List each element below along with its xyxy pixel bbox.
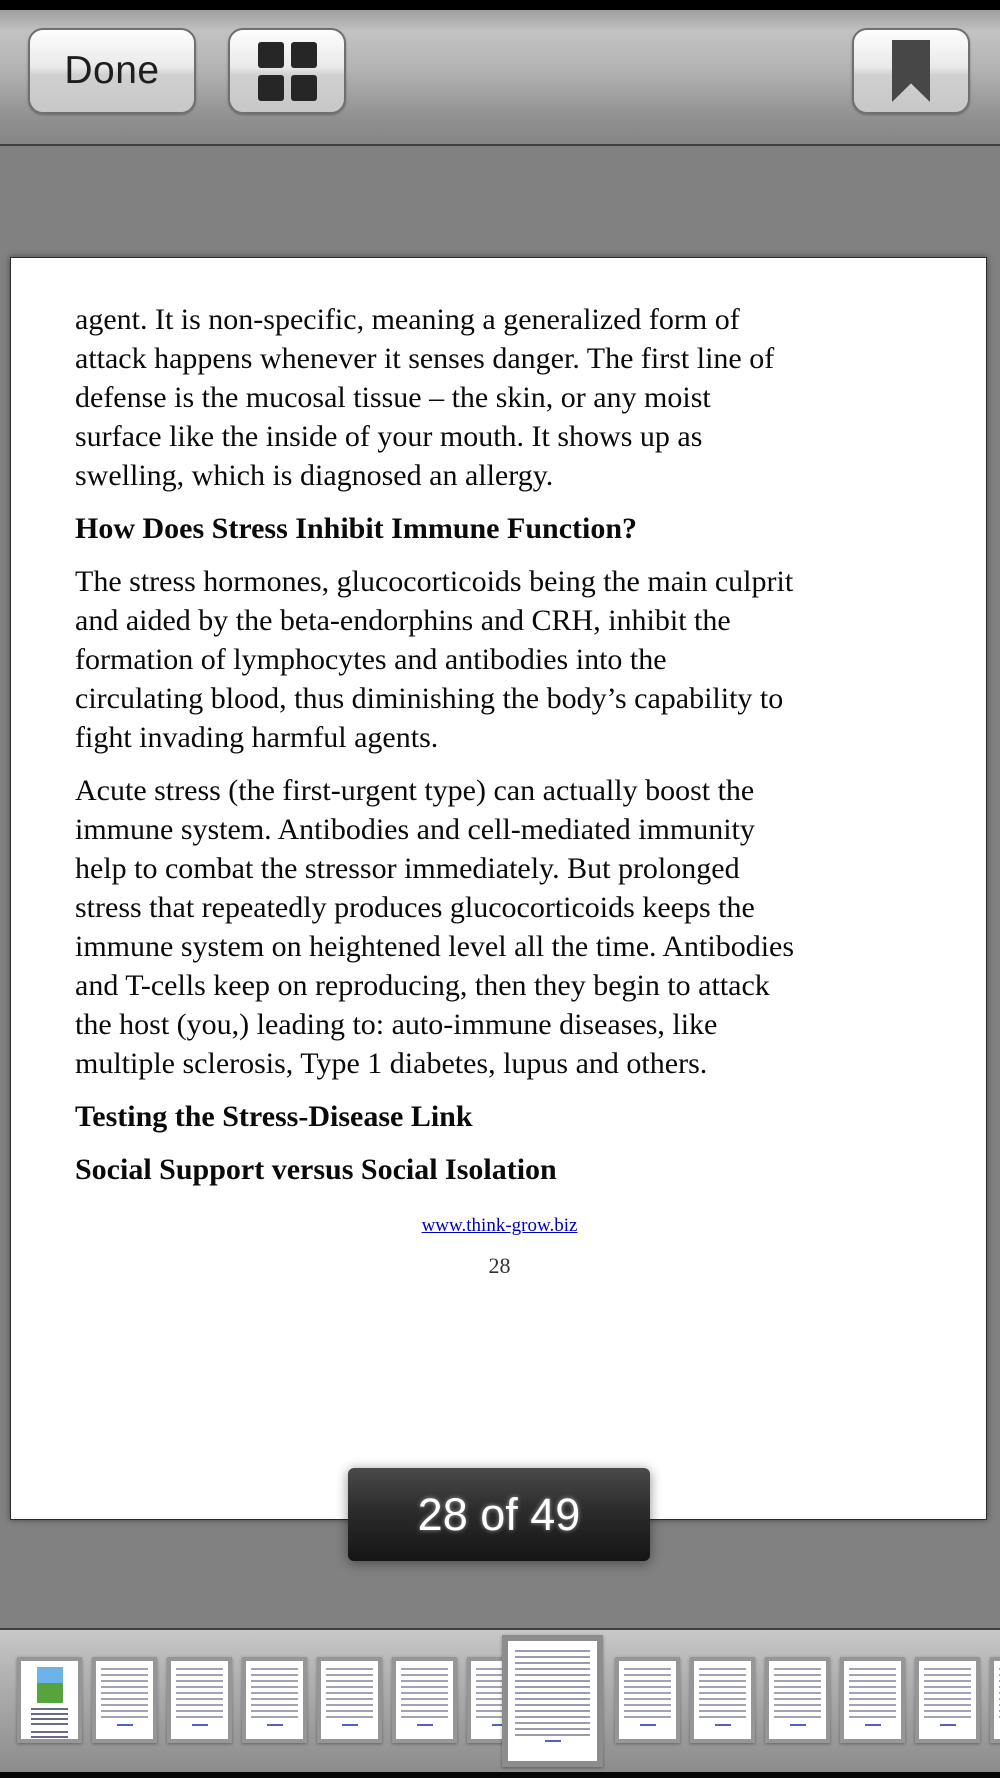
text-line: agent. It is non-specific, meaning a generalized form of bbox=[75, 303, 740, 336]
text-line: swelling, which is diagnosed an allergy. bbox=[75, 459, 554, 492]
thumbnail-link-mark bbox=[865, 1724, 881, 1726]
thumbnail-link-mark bbox=[640, 1724, 656, 1726]
footer-page-number: 28 bbox=[488, 1253, 511, 1278]
thumbnail-page[interactable] bbox=[690, 1657, 755, 1743]
text-line: Social Support versus Social Isolation bbox=[75, 1153, 557, 1186]
text-line: immune system. Antibodies and cell-mediated immunity bbox=[75, 813, 755, 846]
thumbnail-link-mark bbox=[117, 1724, 133, 1726]
thumbnail-page[interactable] bbox=[167, 1657, 232, 1743]
thumbnail-cover-title bbox=[31, 1731, 68, 1743]
thumbnail-grid-button[interactable] bbox=[228, 28, 346, 114]
thumbnail-text-preview bbox=[326, 1668, 373, 1720]
thumbnail-link-mark bbox=[940, 1724, 956, 1726]
thumbnail-link-mark bbox=[192, 1724, 208, 1726]
done-button[interactable]: Done bbox=[28, 28, 196, 114]
document-paragraph bbox=[75, 771, 828, 1083]
thumbnail-page[interactable] bbox=[392, 1657, 457, 1743]
thumbnail-text-preview bbox=[624, 1668, 671, 1720]
text-line: The stress hormones, glucocorticoids being the main culprit bbox=[75, 565, 794, 598]
text-line: fight invading harmful agents. bbox=[75, 721, 439, 754]
text-line: circulating blood, thus diminishing the body’s capability to bbox=[75, 682, 784, 715]
document-paragraph bbox=[75, 562, 828, 757]
thumbnail-link-mark bbox=[545, 1740, 561, 1742]
document-blocks bbox=[75, 300, 828, 1189]
bottom-bar bbox=[0, 1772, 1000, 1778]
thumbnail-text-preview bbox=[251, 1668, 298, 1720]
thumbnail-page[interactable] bbox=[317, 1657, 382, 1743]
text-line: Acute stress (the first-urgent type) can actually boost the bbox=[75, 774, 755, 807]
thumbnail-text-preview bbox=[849, 1668, 896, 1720]
thumbnail-page[interactable] bbox=[92, 1657, 157, 1743]
bookmark-button[interactable] bbox=[852, 28, 970, 114]
text-line: defense is the mucosal tissue – the skin, or any moist bbox=[75, 381, 711, 414]
thumbnail-page[interactable] bbox=[990, 1657, 1000, 1743]
think-grow-link[interactable]: www.think-grow.biz bbox=[421, 1215, 578, 1236]
thumbnail-page[interactable] bbox=[242, 1657, 307, 1743]
text-line: surface like the inside of your mouth. It shows up as bbox=[75, 420, 703, 453]
thumbnail-text-preview bbox=[176, 1668, 223, 1720]
text-line: Testing the Stress-Disease Link bbox=[75, 1100, 473, 1133]
thumbnail-page[interactable] bbox=[840, 1657, 905, 1743]
thumbnail-page[interactable] bbox=[765, 1657, 830, 1743]
text-line: and aided by the beta-endorphins and CRH, inhibit the bbox=[75, 604, 731, 637]
text-line: immune system on heightened level all the time. Antibodies bbox=[75, 930, 795, 963]
thumbnail-cover-page[interactable] bbox=[17, 1657, 82, 1743]
thumbnail-cover-art bbox=[37, 1667, 63, 1703]
thumbnail-link-mark bbox=[267, 1724, 283, 1726]
thumbnail-text-preview bbox=[924, 1668, 971, 1720]
text-line: stress that repeatedly produces glucocorticoids keeps the bbox=[75, 891, 755, 924]
thumbnail-text-preview bbox=[401, 1668, 448, 1720]
thumbnail-text-preview bbox=[101, 1668, 148, 1720]
thumbnail-current-page[interactable] bbox=[502, 1635, 603, 1767]
thumbnail-strip[interactable] bbox=[0, 1628, 1000, 1772]
top-toolbar bbox=[0, 10, 1000, 146]
text-line: help to combat the stressor immediately. But prolonged bbox=[75, 852, 740, 885]
document-heading bbox=[75, 1150, 828, 1189]
thumbnail-link-mark bbox=[715, 1724, 731, 1726]
text-line: attack happens whenever it senses danger. The first line of bbox=[75, 342, 775, 375]
document-heading bbox=[75, 1097, 828, 1136]
text-line: and T-cells keep on reproducing, then they begin to attack bbox=[75, 969, 770, 1002]
text-line: the host (you,) leading to: auto-immune diseases, like bbox=[75, 1008, 718, 1041]
document-paragraph bbox=[75, 300, 828, 495]
thumbnail-text-preview bbox=[774, 1668, 821, 1720]
thumbnail-page[interactable] bbox=[915, 1657, 980, 1743]
page-position-indicator: 28 of 49 bbox=[348, 1468, 650, 1561]
bookmark-icon bbox=[892, 40, 930, 102]
thumbnail-page[interactable] bbox=[615, 1657, 680, 1743]
thumbnail-link-mark bbox=[417, 1724, 433, 1726]
document-heading bbox=[75, 509, 828, 548]
text-line: multiple sclerosis, Type 1 diabetes, lupus and others. bbox=[75, 1047, 708, 1080]
thumbnail-text-preview bbox=[699, 1668, 746, 1720]
thumbnail-link-mark bbox=[342, 1724, 358, 1726]
grid-thumbnails-icon bbox=[258, 42, 317, 101]
status-bar bbox=[0, 0, 1000, 10]
footer-link bbox=[11, 1215, 988, 1237]
document-footer bbox=[11, 1215, 988, 1279]
text-line: How Does Stress Inhibit Immune Function? bbox=[75, 512, 638, 545]
text-line: formation of lymphocytes and antibodies into the bbox=[75, 643, 667, 676]
thumbnail-link-mark bbox=[790, 1724, 806, 1726]
thumbnail-cover-title bbox=[31, 1708, 68, 1726]
thumbnail-text-preview bbox=[515, 1650, 590, 1736]
document-page[interactable] bbox=[10, 257, 987, 1520]
